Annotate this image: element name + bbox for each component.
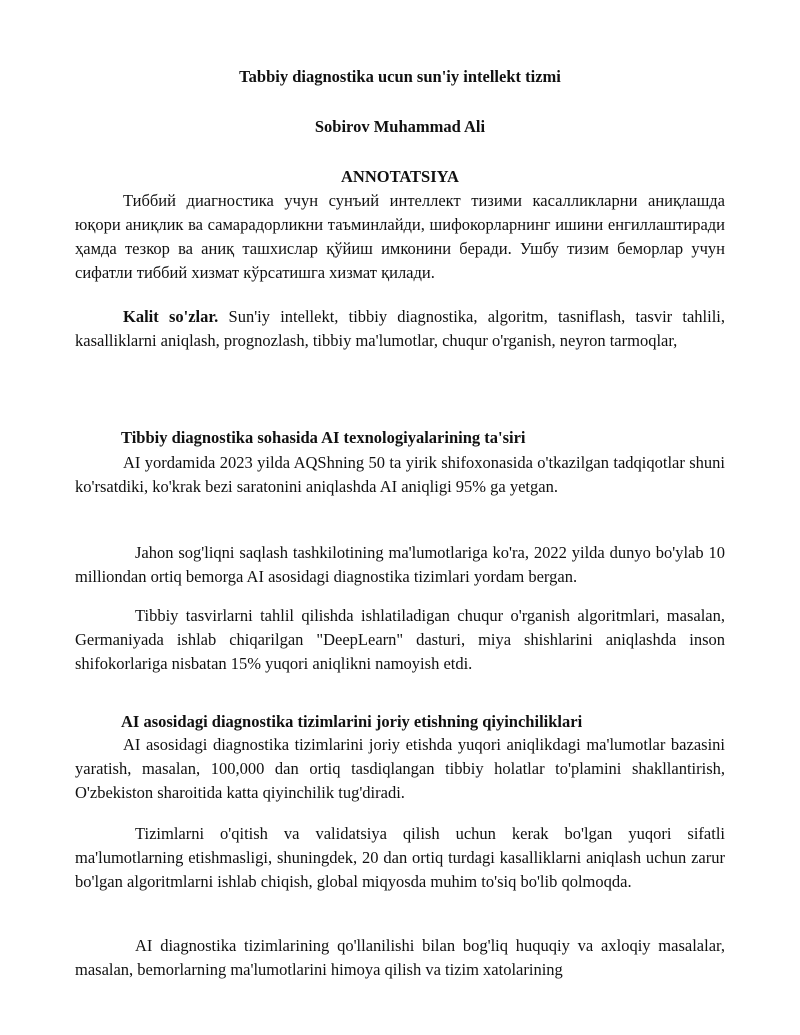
keywords-paragraph	[75, 305, 725, 353]
author-name: Sobirov Muhammad Ali	[314, 117, 486, 136]
section2-paragraph-1: AI asosidagi diagnostika tizimlarini joriy etishda yuqori aniqlikdagi ma'lumotlar bazasini yaratish, masalan, 100,000 dan ortiq tasdiqlangan tibbiy holatlar to'plamini shakllantirish, O'zbekiston sharoitida katta qiyinchilik tug'diradi.	[75, 735, 725, 802]
annotation-heading: ANNOTATSIYA	[341, 167, 459, 186]
section2-heading: AI asosidagi diagnostika tizimlarini joriy etishning qiyinchiliklari	[121, 712, 583, 731]
section1-paragraph-3: Tibbiy tasvirlarni tahlil qilishda ishlatiladigan chuqur o'rganish algoritmlari, masalan, Germaniyada ishlab chiqarilgan "DeepLearn" dasturi, miya shishlarini aniqlashda inson shifokorlariga nisbatan 15% yuqori aniqlikni namoyish etdi.	[75, 606, 725, 673]
annotation-paragraph: Тиббий диагностика учун сунъий интеллект тизими касалликларни аниқлашда юқори аниқлик ва самарадорликни таъминлайди, шифокорларнинг ишини енгиллаштиради ҳамда тезкор ва аниқ ташхислар қўйиш имконини беради. Ушбу тизим беморлар учун сифатли тиббий хизмат кўрсатишга хизмат қилади.	[75, 191, 725, 282]
document-title: Tabbiy diagnostika ucun sun'iy intellekt tizmi	[239, 67, 561, 86]
keywords-text: Sun'iy intellekt, tibbiy diagnostika, algoritm, tasniflash, tasvir tahlili, kasalliklarni aniqlash, prognozlash, tibbiy ma'lumotlar, chuqur o'rganish, neyron tarmoqlar,	[75, 307, 725, 350]
section2-paragraph-3: AI diagnostika tizimlarining qo'llanilishi bilan bog'liq huquqiy va axloqiy masalalar, masalan, bemorlarning ma'lumotlarini himoya qilish va tizim xatolarining	[75, 936, 725, 979]
section1-paragraph-1: AI yordamida 2023 yilda AQShning 50 ta yirik shifoxonasida o'tkazilgan tadqiqotlar shuni ko'rsatdiki, ko'krak bezi saratonini aniqlashda AI aniqligi 95% ga yetgan.	[75, 453, 725, 496]
section1-paragraph-2: Jahon sog'liqni saqlash tashkilotining ma'lumotlariga ko'ra, 2022 yilda dunyo bo'ylab 10 milliondan ortiq bemorga AI asosidagi diagnostika tizimlari yordam bergan.	[75, 543, 725, 586]
keywords-label: Kalit so'zlar.	[123, 307, 219, 326]
section1-heading: Tibbiy diagnostika sohasida AI texnologiyalarining ta'siri	[121, 428, 526, 447]
section2-paragraph-2: Tizimlarni o'qitish va validatsiya qilish uchun kerak bo'lgan yuqori sifatli ma'lumotlarning etishmasligi, shuningdek, 20 dan ortiq turdagi kasalliklarni aniqlash uchun zarur bo'lgan algoritmlarni ishlab chiqish, global miqyosda muhim to'siq bo'lib qolmoqda.	[75, 824, 725, 891]
